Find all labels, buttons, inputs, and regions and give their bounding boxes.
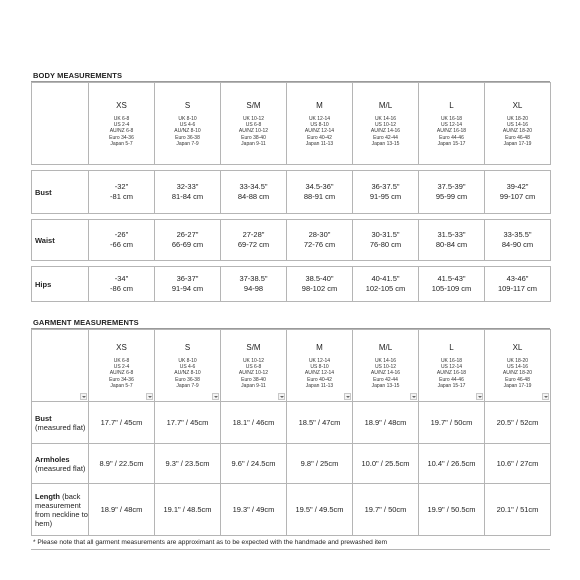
measurement-cell: 17.7" / 45cm	[89, 402, 155, 444]
garment-size-l: L UK 16-18 US 12-14 AU/NZ 16-18 Euro 44-46 Japan 15-17	[419, 330, 485, 402]
measurement-cell: 19.7" / 50cm	[353, 484, 419, 536]
body-row-waist	[32, 220, 551, 261]
body-measurements-table	[31, 82, 551, 302]
measurement-cell: 18.5" / 47cm	[287, 402, 353, 444]
garment-row-armholes	[32, 444, 551, 484]
measurement-cell: 18.9" / 48cm	[89, 484, 155, 536]
dropdown-arrow-icon[interactable]	[542, 393, 549, 400]
body-corner-cell	[32, 83, 89, 165]
dropdown-arrow-icon[interactable]	[344, 393, 351, 400]
garment-size-header-row	[32, 330, 551, 402]
body-size-ml: M/L UK 14-16 US 10-12 AU/NZ 14-16 Euro 42-44 Japan 13-15	[353, 83, 419, 165]
garment-measurements-table	[31, 329, 551, 536]
garment-row-length	[32, 484, 551, 536]
measurement-cell: 30-31.5" 76-80 cm	[353, 220, 419, 261]
row-label-bust: Bust (measured flat)	[32, 402, 89, 444]
garment-row-bust	[32, 402, 551, 444]
measurement-cell: -26" -66 cm	[89, 220, 155, 261]
measurement-cell: 26-27" 66-69 cm	[155, 220, 221, 261]
size-chart	[31, 70, 550, 550]
measurement-cell: -34" -86 cm	[89, 267, 155, 302]
measurement-cell: 10.0" / 25.5cm	[353, 444, 419, 484]
measurement-cell: 41.5-43" 105-109 cm	[419, 267, 485, 302]
garment-size-ml: M/L UK 14-16 US 10-12 AU/NZ 14-16 Euro 42-44 Japan 13-15	[353, 330, 419, 402]
measurement-cell: 18.1" / 46cm	[221, 402, 287, 444]
body-row-bust	[32, 171, 551, 214]
garment-size-xs: XS UK 6-8 US 2-4 AU/NZ 6-8 Euro 34-36 Japan 5-7	[89, 330, 155, 402]
measurement-cell: 36-37" 91-94 cm	[155, 267, 221, 302]
body-size-xs: XS UK 6-8 US 2-4 AU/NZ 6-8 Euro 34-36 Japan 5-7	[89, 83, 155, 165]
measurement-cell: 19.5" / 49.5cm	[287, 484, 353, 536]
measurement-cell: 10.6" / 27cm	[485, 444, 551, 484]
body-size-m: M UK 12-14 US 8-10 AU/NZ 12-14 Euro 40-42 Japan 11-13	[287, 83, 353, 165]
measurement-cell: 39-42" 99-107 cm	[485, 171, 551, 214]
row-label-waist: Waist	[32, 220, 89, 261]
body-row-hips	[32, 267, 551, 302]
measurement-cell: 19.9" / 50.5cm	[419, 484, 485, 536]
measurement-cell: 10.4" / 26.5cm	[419, 444, 485, 484]
measurement-cell: 31.5-33" 80-84 cm	[419, 220, 485, 261]
body-size-l: L UK 16-18 US 12-14 AU/NZ 16-18 Euro 44-46 Japan 15-17	[419, 83, 485, 165]
measurement-cell: 40-41.5" 102-105 cm	[353, 267, 419, 302]
measurement-cell: 20.5" / 52cm	[485, 402, 551, 444]
body-size-xl: XL UK 18-20 US 14-16 AU/NZ 18-20 Euro 46-48 Japan 17-19	[485, 83, 551, 165]
garment-size-xl: XL UK 18-20 US 14-16 AU/NZ 18-20 Euro 46-48 Japan 17-19	[485, 330, 551, 402]
body-size-sm: S/M UK 10-12 US 6-8 AU/NZ 10-12 Euro 38-40 Japan 9-11	[221, 83, 287, 165]
measurement-cell: 18.9" / 48cm	[353, 402, 419, 444]
row-label-hips: Hips	[32, 267, 89, 302]
measurement-cell: 37.5-39" 95-99 cm	[419, 171, 485, 214]
measurement-cell: 9.8" / 25cm	[287, 444, 353, 484]
measurement-cell: 19.7" / 50cm	[419, 402, 485, 444]
measurement-cell: 19.3" / 49cm	[221, 484, 287, 536]
measurement-cell: 33-35.5" 84-90 cm	[485, 220, 551, 261]
dropdown-arrow-icon[interactable]	[80, 393, 87, 400]
body-size-header-row	[32, 83, 551, 165]
garment-measurements-title: GARMENT MEASUREMENTS	[31, 317, 550, 329]
body-measurements-title: BODY MEASUREMENTS	[31, 70, 550, 82]
dropdown-arrow-icon[interactable]	[278, 393, 285, 400]
measurement-cell: 17.7" / 45cm	[155, 402, 221, 444]
measurement-cell: 34.5-36" 88-91 cm	[287, 171, 353, 214]
dropdown-arrow-icon[interactable]	[476, 393, 483, 400]
measurement-cell: 27-28" 69-72 cm	[221, 220, 287, 261]
measurement-cell: 38.5-40" 98-102 cm	[287, 267, 353, 302]
measurement-cell: 43-46" 109-117 cm	[485, 267, 551, 302]
row-label-armholes: Armholes (measured flat)	[32, 444, 89, 484]
measurement-cell: -32" -81 cm	[89, 171, 155, 214]
body-size-s: S UK 8-10 US 4-6 AU/NZ 8-10 Euro 36-38 Japan 7-9	[155, 83, 221, 165]
measurement-cell: 36-37.5" 91-95 cm	[353, 171, 419, 214]
measurement-cell: 20.1" / 51cm	[485, 484, 551, 536]
measurement-cell: 28-30" 72-76 cm	[287, 220, 353, 261]
measurement-cell: 37-38.5" 94-98	[221, 267, 287, 302]
garment-size-sm: S/M UK 10-12 US 6-8 AU/NZ 10-12 Euro 38-40 Japan 9-11	[221, 330, 287, 402]
measurement-cell: 8.9" / 22.5cm	[89, 444, 155, 484]
dropdown-arrow-icon[interactable]	[212, 393, 219, 400]
measurement-cell: 9.6" / 24.5cm	[221, 444, 287, 484]
measurement-cell: 32-33" 81-84 cm	[155, 171, 221, 214]
row-label-bust: Bust	[32, 171, 89, 214]
row-label-length: Length (back measurement from neckline to hem)	[32, 484, 89, 536]
dropdown-arrow-icon[interactable]	[146, 393, 153, 400]
measurement-cell: 19.1" / 48.5cm	[155, 484, 221, 536]
dropdown-arrow-icon[interactable]	[410, 393, 417, 400]
garment-size-s: S UK 8-10 US 4-6 AU/NZ 8-10 Euro 36-38 Japan 7-9	[155, 330, 221, 402]
garment-size-m: M UK 12-14 US 8-10 AU/NZ 12-14 Euro 40-42 Japan 11-13	[287, 330, 353, 402]
measurement-cell: 33-34.5" 84-88 cm	[221, 171, 287, 214]
measurement-cell: 9.3" / 23.5cm	[155, 444, 221, 484]
measurement-disclaimer: * Please note that all garment measurements are approximant as to be expected with the handmade and prewashed item	[31, 536, 550, 550]
garment-corner-cell[interactable]	[32, 330, 89, 402]
